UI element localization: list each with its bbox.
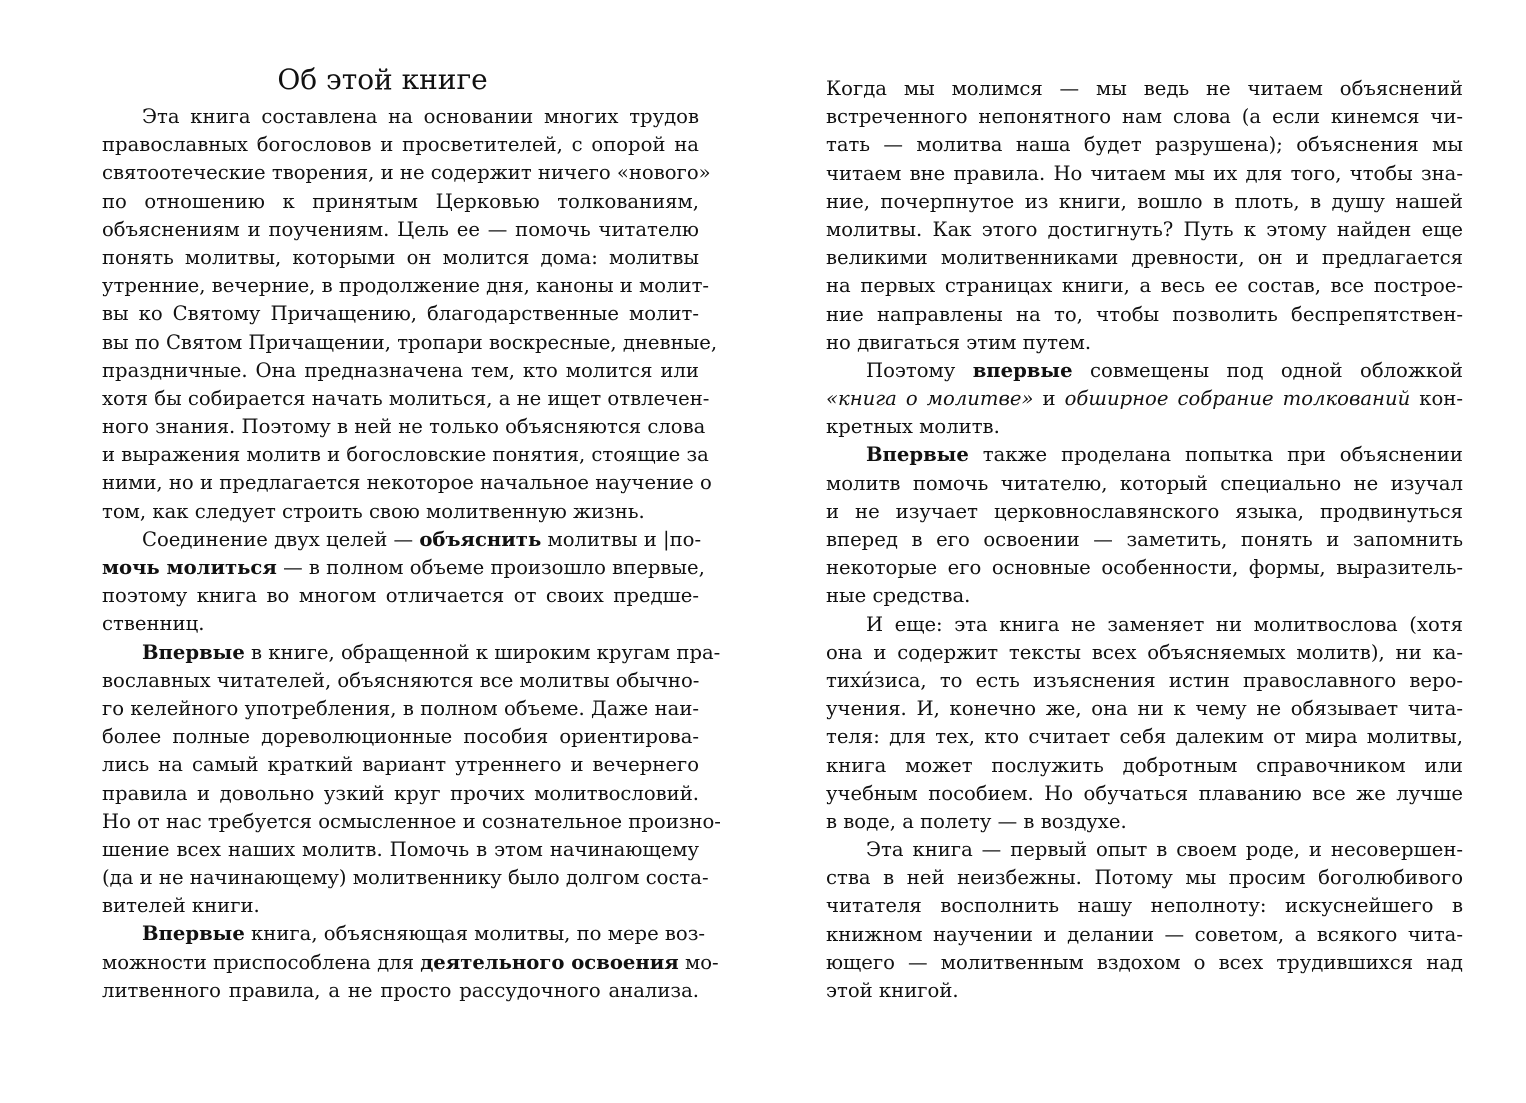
text-line: вперед в его освоении — заметить, понять и запомнить [826, 528, 1463, 551]
text-line: объяснениям и поучениям. Цель ее — помочь читателю [102, 217, 699, 241]
text-line: тихи́зиса, то есть изъяснения истин православного веро- [826, 668, 1463, 692]
text-line: «книга о молитве» и обширное собрание толкований кон- [826, 387, 1463, 411]
text-line: великими молитвенниками древности, он и предлагается [826, 246, 1463, 270]
text-line: читаем вне правила. Но читаем мы их для того, чтобы зна- [826, 161, 1463, 185]
text-line: ние направлены на то, чтобы позволить беспрепятствен- [826, 302, 1463, 326]
text-line: учебным пособием. Но обучаться плаванию все же лучше [826, 781, 1463, 805]
text-line: теля: для тех, кто считает себя далеким от мира молитвы, [826, 725, 1463, 749]
text-line: святоотеческие творения, и не содержит ничего «нового» [102, 161, 711, 185]
text-line: встреченного непонятного нам слова (а если кинемся чи- [826, 105, 1463, 129]
text-line: Поэтому впервые совмещены под одной обложкой [866, 358, 1463, 382]
text-line: ними, но и предлагается некоторое начальное научение о [102, 471, 712, 495]
text-line: ства в ней неизбежны. Потому мы просим боголюбивого [826, 866, 1463, 890]
text-line: Впервые в книге, обращенной к широким кругам пра- [142, 640, 721, 664]
text-line: (да и не начинающему) молитвеннику было долгом соста- [102, 866, 709, 890]
text-line: вителей книги. [102, 894, 260, 918]
text-line: Соединение двух целей — объяснить молитвы и |по- [142, 527, 702, 551]
text-line: Впервые также проделана попытка при объяснении [866, 443, 1463, 467]
text-line: шение всех наших молитв. Помочь в этом начинающему [102, 837, 699, 861]
text-line: она и содержит тексты всех объясняемых молитв), ни ка- [826, 640, 1463, 664]
text-line: Эта книга составлена на основании многих трудов [142, 105, 699, 128]
text-line: поэтому книга во многом отличается от своих предше- [102, 584, 699, 608]
text-line: тать — молитва наша будет разрушена); объяснения мы [826, 133, 1463, 157]
text-line: по отношению к принятым Церковью толкованиям, [102, 189, 699, 213]
text-line: книжном научении и делании — советом, а всякого чита- [826, 922, 1463, 946]
text-line: кретных молитв. [826, 415, 1000, 439]
text-line: ные средства. [826, 584, 971, 608]
text-line: го келейного употребления, в полном объеме. Даже наи- [102, 696, 699, 720]
text-line: праздничные. Она предназначена тем, кто молится или [102, 358, 699, 382]
text-line: лись на самый краткий вариант утреннего и вечернего [102, 753, 699, 777]
text-line: вославных читателей, объясняются все молитвы обычно- [102, 668, 700, 692]
text-line: учения. И, конечно же, она ни к чему не обязывает чита- [826, 697, 1463, 721]
text-line: в воде, а полету — в воздухе. [826, 809, 1127, 833]
text-line: хотя бы собирается начать молиться, а не ищет отвлечен- [102, 386, 710, 410]
text-line: ного знания. Поэтому в ней не только объясняются слова [102, 415, 706, 439]
text-line: ние, почерпнутое из книги, вошло в плоть, в душу нашей [826, 189, 1463, 213]
text-line: можности приспособлена для деятельного освоения мо- [102, 950, 719, 974]
text-line: мочь молиться — в полном объеме произошло впервые, [102, 556, 705, 579]
text-line: молитв помочь читателю, который специально не изучал [826, 471, 1463, 495]
text-line: ственниц. [102, 612, 205, 636]
text-line: на первых страницах книги, а весь ее состав, все построе- [826, 274, 1463, 298]
text-line: том, как следует строить свою молитвенную жизнь. [102, 499, 645, 523]
text-line: православных богословов и просветителей, с опорой на [102, 133, 699, 157]
text-line: этой книгой. [826, 979, 959, 1002]
text-line: правила и довольно узкий круг прочих молитвословий. [102, 781, 699, 805]
text-line: литвенного правила, а не просто рассудочного анализа. [102, 978, 699, 1002]
text-line: вы по Святом Причащении, тропари воскресные, дневные, [102, 330, 718, 354]
text-line: И еще: эта книга не заменяет ни молитвослова (хотя [866, 612, 1463, 636]
text-line: ющего — молитвенным вздохом о всех трудившихся над [826, 950, 1463, 974]
left-page-text [102, 103, 721, 1005]
text-line: молитвы. Как этого достигнуть? Путь к этому найден еще [826, 217, 1463, 241]
text-line: Когда мы молимся — мы ведь не читаем объяснений [826, 77, 1463, 100]
text-line: Эта книга — первый опыт в своем роде, и несовершен- [866, 838, 1463, 862]
text-line: утренние, вечерние, в продолжение дня, каноны и молит- [102, 274, 710, 298]
right-page-text [826, 75, 1463, 1005]
text-line: Впервые книга, объясняющая молитвы, по мере воз- [142, 922, 706, 946]
text-line: Но от нас требуется осмысленное и сознательное произно- [102, 809, 721, 833]
text-line: и выражения молитв и богословские понятия, стоящие за [102, 443, 709, 467]
text-line: более полные дореволюционные пособия ориентирова- [102, 725, 699, 749]
text-line: но двигаться этим путем. [826, 330, 1092, 354]
text-line: и не изучает церковнославянского языка, продвинуться [826, 499, 1463, 523]
page-title: Об этой книге [277, 63, 488, 96]
text-line: некоторые его основные особенности, формы, выразитель- [826, 556, 1463, 580]
text-line: читателя восполнить нашу неполноту: искуснейшего в [826, 894, 1463, 918]
text-line: понять молитвы, которыми он молится дома: молитвы [102, 245, 699, 269]
text-line: вы ко Святому Причащению, благодарственные молит- [102, 302, 699, 326]
text-line: книга может послужить добротным справочником или [826, 753, 1463, 777]
